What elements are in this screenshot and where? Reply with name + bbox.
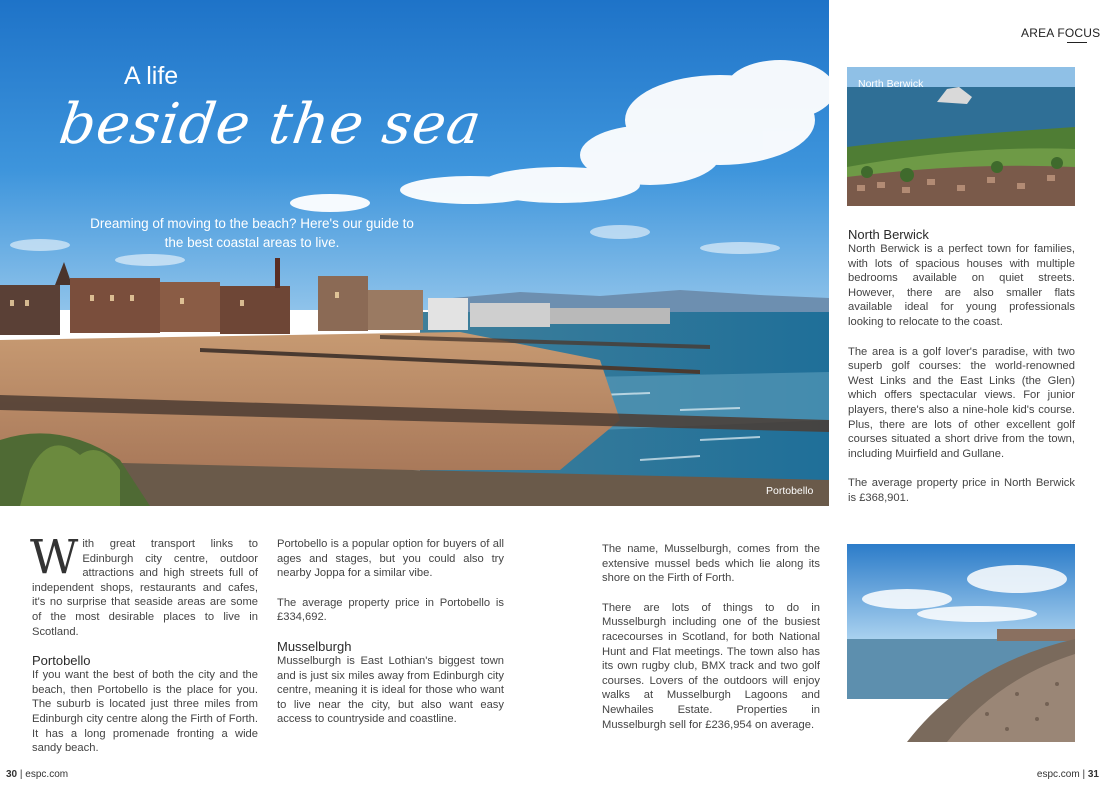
portobello-para-2: Portobello is a popular option for buyers of all ages and stages, but you could also try nearby Joppa for a similar vibe. xyxy=(277,538,504,580)
article-column-3 xyxy=(602,542,820,732)
folio-right xyxy=(1037,769,1099,780)
north-berwick-photo-caption: North Berwick xyxy=(858,78,924,90)
hero-photo-portobello xyxy=(0,0,829,506)
portobello-para-1: If you want the best of both the city and the beach, then Portobello is the place for you. The suburb is located just three miles from Edinburgh city centre along the Firth of Forth. It has a long promenade fronting a wide sandy beach. xyxy=(32,669,258,755)
section-tag xyxy=(1021,26,1100,40)
north-berwick-heading: North Berwick xyxy=(848,227,929,242)
musselburgh-para-1: Musselburgh is East Lothian's biggest town and is just six miles away from Edinburgh city centre, meaning it is ideal for those who want to live near the city, but also want easy access to countryside and coastline. xyxy=(277,654,504,726)
hero-headline: beside the sea xyxy=(55,92,486,157)
musselburgh-para-3: There are lots of things to do in Musselburgh including one of the busiest racecourses in Scotland, for both National Hunt and Flat meetings. The town also has its own rugby club, BMX track and two golf courses. Lovers of the outdoors will enjoy walks at Musselburgh Lagoons and Newhailes Estate. Properties in Musselburgh sell for £236,954 on average. xyxy=(602,601,820,731)
north-berwick-para-2: The area is a golf lover's paradise, with two superb golf courses: the world-renowned West Links and the East Links (the Glen) which offers spectacular views. For junior players, there's also a nine-hole kid's course. Plus, there are lots of other excellent golf courses situated a short drive from the town, including Muirfield and Gullane. xyxy=(848,345,1075,460)
north-berwick-photo xyxy=(847,67,1075,206)
folio-left-separator: | xyxy=(19,769,23,780)
north-berwick-para-3: The average property price in North Berwick is £368,901. xyxy=(848,477,1075,504)
drop-cap: W xyxy=(30,530,79,585)
musselburgh-photo-caption: Musselburgh xyxy=(858,717,919,729)
folio-right-separator: | xyxy=(1082,769,1086,780)
article-column-1 xyxy=(30,530,258,756)
musselburgh-photo xyxy=(847,544,1075,742)
right-page-number: 31 xyxy=(1087,769,1099,780)
musselburgh-heading: Musselburgh xyxy=(277,638,352,654)
folio-left-site: espc.com xyxy=(25,769,69,780)
left-page-number: 30 xyxy=(6,769,18,780)
folio-right-site: espc.com xyxy=(1036,769,1080,780)
portobello-heading: Portobello xyxy=(32,653,91,669)
north-berwick-article xyxy=(848,227,1075,506)
intro-paragraph xyxy=(30,530,258,639)
hero-photo-caption: Portobello xyxy=(766,485,814,497)
hero-kicker: A life xyxy=(124,62,179,90)
article-column-2 xyxy=(277,537,504,727)
musselburgh-illustration xyxy=(847,544,1075,742)
intro-text: ith great transport links to Edinburgh city centre, outdoor attractions and high streets full of independent shops, restaurants and cafes, it's no surprise that seaside areas are some of the most desirable places to live in Scotland. xyxy=(32,538,258,638)
portobello-para-3: The average property price in Portobello is £334,692. xyxy=(277,596,504,624)
folio-left xyxy=(6,769,68,780)
north-berwick-para-1: North Berwick is a perfect town for families, with lots of spacious houses with multiple bedrooms available on quiet streets. However, there are also smaller flats available ideal for young professionals looking to relocate to the coast. xyxy=(848,243,1075,328)
hero-intro: Dreaming of moving to the beach? Here's our guide to the best coastal areas to live. xyxy=(90,216,414,250)
musselburgh-para-2: The name, Musselburgh, comes from the extensive mussel beds which lie along its shore on the Firth of Forth. xyxy=(602,543,820,585)
section-tag-underline xyxy=(1067,42,1087,43)
section-tag-label: AREA FOCUS xyxy=(1021,26,1101,40)
